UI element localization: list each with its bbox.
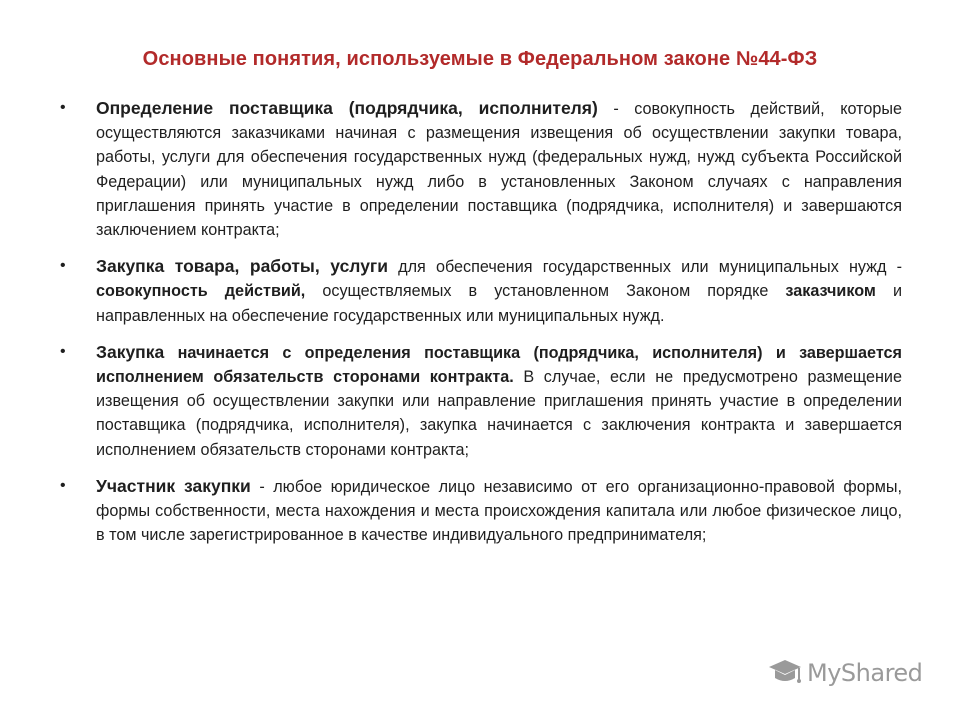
term-heading: Определение поставщика (подрядчика, исполнителя) bbox=[96, 98, 598, 118]
bullet: • bbox=[60, 476, 66, 494]
term-heading: Участник закупки bbox=[96, 475, 251, 496]
definition-emphasis: совокупность действий, bbox=[96, 282, 306, 301]
definition-emphasis: заказчиком bbox=[785, 282, 876, 301]
bullet: • bbox=[60, 99, 66, 116]
definition-emphasis: начинается с определения поставщика (подрядчика, исполнителя) и завершается исполнением обязательств сторонами контракта. bbox=[96, 343, 902, 387]
definition-text: В случае, если не предусмотрено размещение извещения об осуществлении закупки или направление приглашения принять участие в определении поставщика (подрядчика, исполнителя), закупка начинается с заключения контракта и завершается исполнением обязательств сторонами контракта; bbox=[96, 368, 902, 459]
term-heading: Закупка bbox=[96, 341, 165, 362]
definition-text: и направленных на обеспечение государственных или муниципальных нужд. bbox=[96, 282, 902, 325]
definition-text: - совокупность действий, которые осуществляются заказчиками начиная с размещения извещения об осуществлении закупки товара, работы, услуги для обеспечения государственных нужд (федеральных нужд, нужд субъекта Российской Федерации) или муниципальных нужд либо в установленных Законом случаях с направления приглашения принять участие в определении поставщика (подрядчика, исполнителя) и завершаются заключением контракта; bbox=[96, 100, 902, 240]
definition-text: осуществляемых в установленном Законом порядке bbox=[305, 282, 786, 301]
bullet: • bbox=[60, 257, 66, 275]
definition-text: для обеспечения государственных или муниципальных нужд - bbox=[387, 258, 902, 277]
page-title: Основные понятия, используемые в Федеральном законе №44-ФЗ bbox=[142, 48, 818, 70]
term-heading: Закупка товара, работы, услуги bbox=[96, 256, 388, 277]
definition-text: - любое юридическое лицо независимо от его организационно-правовой формы, формы собственности, места нахождения и места происхождения капитала или любое физическое лицо, в том числе зарегистрированное в качестве индивидуального предпринимателя; bbox=[96, 477, 903, 545]
list-item bbox=[60, 96, 902, 242]
list-item bbox=[60, 340, 902, 462]
list-item bbox=[60, 254, 902, 328]
mortarboard-icon bbox=[768, 658, 802, 688]
definitions-list bbox=[60, 96, 902, 547]
watermark bbox=[768, 658, 922, 688]
list-item bbox=[60, 474, 902, 548]
watermark-text: MyShared bbox=[807, 659, 923, 687]
bullet: • bbox=[60, 342, 66, 360]
